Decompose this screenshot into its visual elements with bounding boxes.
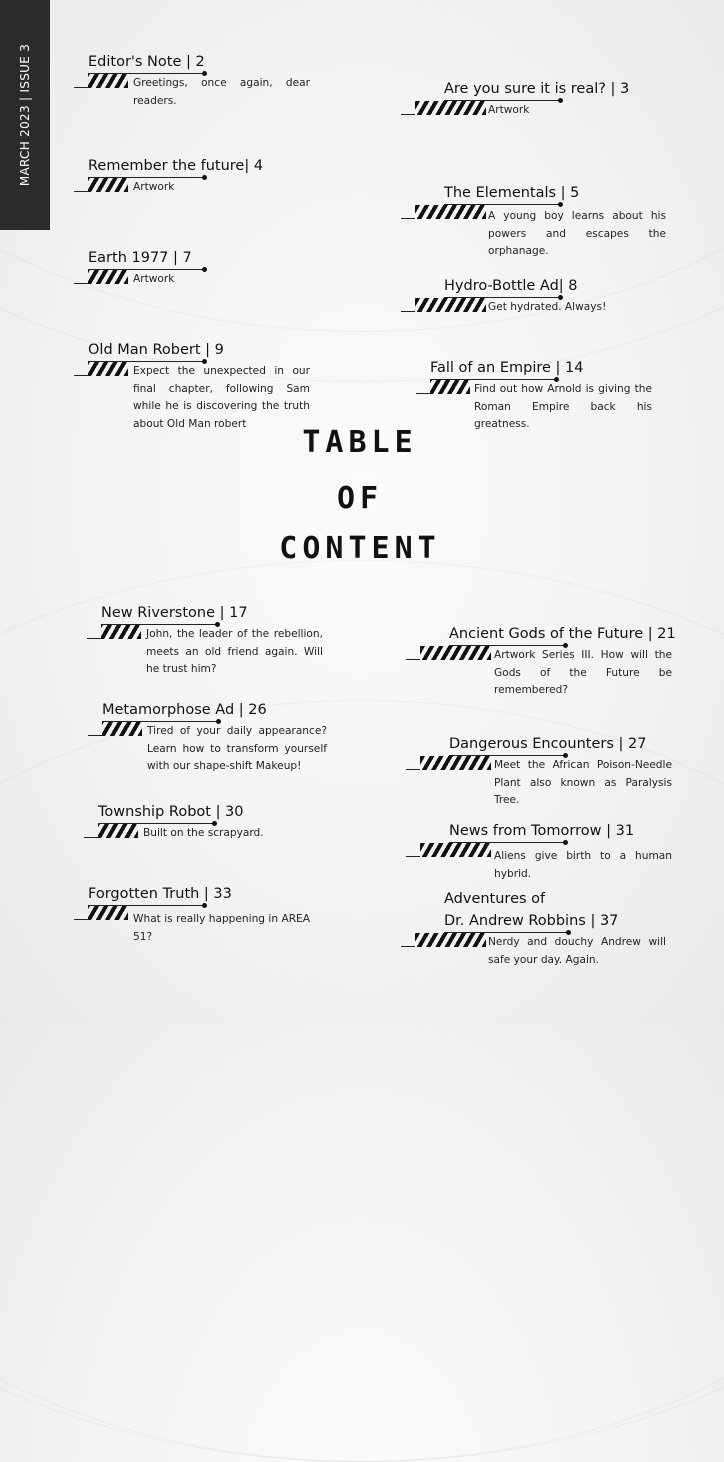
toc-entry-township-robot[interactable] [98, 803, 264, 839]
heading-line-table: TABLE [302, 425, 418, 460]
toc-entry-description: Greetings, once again, dear readers. [133, 77, 310, 107]
stripe-decoration [430, 380, 470, 394]
toc-entry-old-man-robert[interactable] [88, 341, 310, 430]
toc-entry-description: Aliens give birth to a human hybrid. [494, 850, 672, 880]
stripe-decoration [88, 178, 128, 192]
stripe-decoration [420, 756, 491, 770]
stripe-decoration [88, 74, 128, 88]
heading-line-of: OF [336, 481, 384, 516]
stripe-decoration [101, 625, 141, 639]
toc-entry-description: Artwork Series III. How will the Gods of the Future be remembered? [494, 649, 672, 696]
toc-entry-title: Old Man Robert | 9 [88, 342, 224, 358]
toc-entry-the-elementals[interactable] [444, 184, 666, 257]
stripe-decoration [88, 906, 128, 920]
toc-entry-title: Earth 1977 | 7 [88, 250, 192, 266]
heading-line-content: CONTENT [279, 531, 441, 566]
toc-entry-remember-the-future[interactable] [88, 157, 264, 193]
toc-entry-fall-of-an-empire[interactable] [430, 359, 652, 430]
toc-entry-earth-1977[interactable] [88, 249, 192, 285]
issue-date-label: MARCH 2023 | ISSUE 3 [18, 43, 32, 187]
stripe-decoration [88, 362, 128, 376]
stripe-decoration [102, 722, 142, 736]
stripe-decoration [98, 824, 138, 838]
toc-entry-description: Artwork [133, 181, 175, 193]
toc-entry-editors-note[interactable] [88, 53, 310, 107]
stripe-decoration [88, 270, 128, 284]
stripe-decoration [415, 101, 486, 115]
toc-entry-adventures-of-dr-andrew-robbins[interactable] [444, 890, 666, 966]
toc-entry-description: Built on the scrapyard. [143, 827, 264, 839]
toc-entry-title: Dangerous Encounters | 27 [449, 736, 647, 752]
issue-side-tab [0, 0, 50, 230]
toc-entry-description: Expect the unexpected in our final chapter, following Sam while he is discovering the truth about Old Man robert [133, 365, 310, 430]
toc-entry-title-line-2: Dr. Andrew Robbins | 37 [444, 913, 619, 929]
toc-entry-description: Find out how Arnold is giving the Roman Empire back his greatness. [474, 383, 652, 430]
toc-entry-hydro-bottle-ad[interactable] [444, 277, 607, 313]
toc-entry-description: What is really happening in AREA 51? [133, 913, 310, 943]
toc-entry-dangerous-encounters[interactable] [449, 735, 672, 806]
toc-entry-ancient-gods-of-the-future[interactable] [449, 625, 676, 696]
toc-entry-title: Fall of an Empire | 14 [430, 360, 584, 376]
toc-entry-title: Remember the future| 4 [88, 158, 264, 174]
toc-entry-new-riverstone[interactable] [101, 604, 323, 675]
toc-entry-title: Hydro-Bottle Ad| 8 [444, 278, 578, 294]
toc-entry-title: Metamorphose Ad | 26 [102, 702, 267, 718]
stripe-decoration [415, 205, 486, 219]
toc-entry-description: John, the leader of the rebellion, meets an old friend again. Will he trust him? [146, 628, 323, 675]
toc-entry-title: Township Robot | 30 [98, 804, 244, 820]
stripe-decoration [420, 646, 491, 660]
stripe-decoration [415, 298, 486, 312]
toc-entry-metamorphose-ad[interactable] [102, 701, 327, 772]
toc-entry-description: Meet the African Poison-Needle Plant also known as Paralysis Tree. [494, 759, 672, 806]
toc-entry-description: Nerdy and douchy Andrew will safe your day. Again. [488, 936, 666, 966]
toc-entry-description: Tired of your daily appearance? Learn how to transform yourself with our shape-shift Makeup! [147, 725, 327, 772]
toc-entry-title: The Elementals | 5 [444, 185, 580, 201]
toc-entry-title: News from Tomorrow | 31 [449, 823, 635, 839]
toc-entry-title: Adventures of [444, 891, 546, 907]
stripe-decoration [415, 933, 486, 947]
toc-entry-description: Artwork [488, 104, 530, 116]
toc-entry-title: New Riverstone | 17 [101, 605, 248, 621]
stripe-decoration [420, 843, 491, 857]
toc-entry-are-you-sure-it-is-real[interactable] [444, 80, 630, 116]
toc-entry-description: A young boy learns about his powers and escapes the orphanage. [488, 210, 666, 257]
toc-entry-forgotten-truth[interactable] [88, 885, 310, 943]
toc-entry-title: Editor's Note | 2 [88, 54, 205, 70]
toc-entry-description: Get hydrated. Always! [488, 301, 607, 313]
toc-entry-description: Artwork [133, 273, 175, 285]
toc-entry-title: Ancient Gods of the Future | 21 [449, 626, 676, 642]
toc-entry-title: Forgotten Truth | 33 [88, 886, 232, 902]
toc-entry-title: Are you sure it is real? | 3 [444, 81, 630, 97]
toc-entry-news-from-tomorrow[interactable] [449, 822, 672, 880]
